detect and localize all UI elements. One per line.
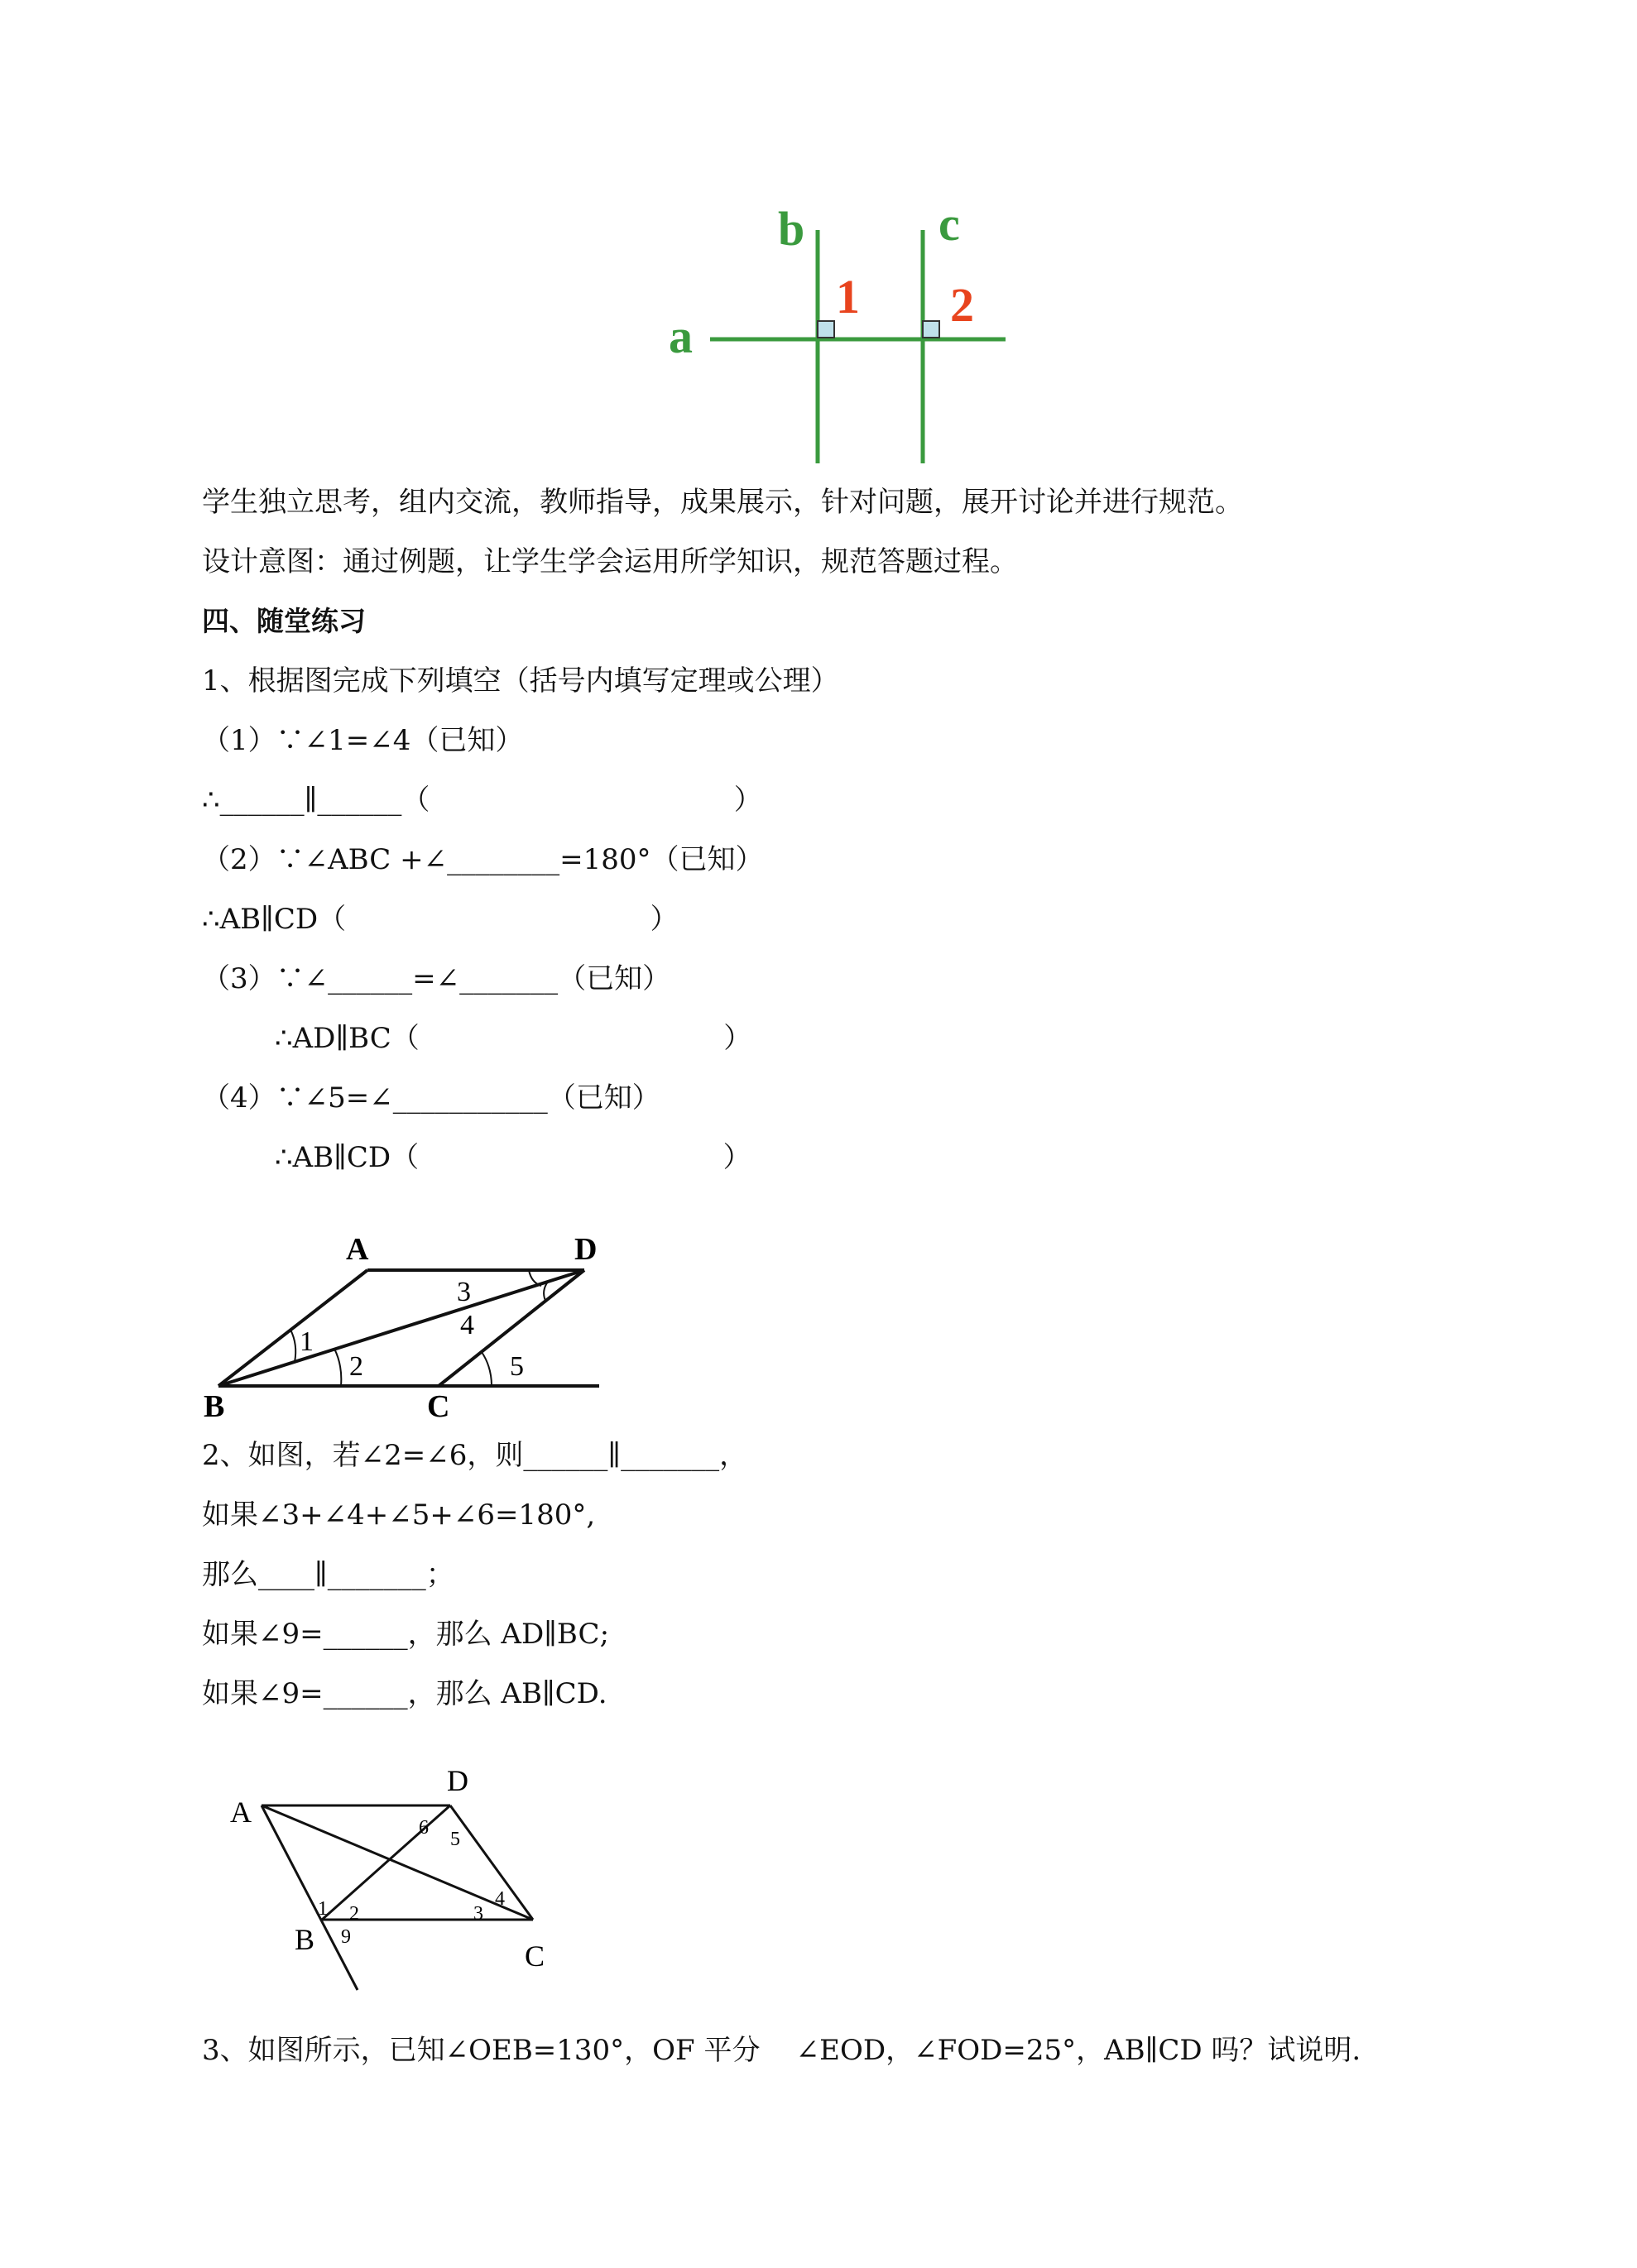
angle-5: 5 (510, 1351, 524, 1382)
angle-1: 1 (300, 1326, 314, 1357)
arc-angle-2 (334, 1349, 341, 1386)
angle-6: 6 (419, 1817, 429, 1839)
q1-part4-conclusion: ∴AB∥CD（ ） (275, 1141, 751, 1174)
vertex-c: C (427, 1389, 450, 1423)
angle-4: 4 (460, 1310, 474, 1340)
angle-3: 3 (457, 1277, 471, 1307)
vertex-c: C (525, 1940, 545, 1973)
right-angle-mark-2 (923, 321, 939, 338)
figure-parallelogram-1 (202, 1216, 616, 1423)
arc-angle-1 (290, 1330, 295, 1362)
text-line-design-intent: 设计意图：通过例题，让学生学会运用所学知识，规范答题过程。 (202, 545, 1018, 578)
arc-angle-5 (482, 1352, 492, 1386)
angle-4: 4 (495, 1888, 505, 1910)
q2-line-3: 那么____∥_______； (202, 1558, 454, 1591)
vertex-a: A (230, 1796, 252, 1829)
vertex-a: A (346, 1232, 369, 1267)
angle-9: 9 (341, 1926, 351, 1948)
diagonal-bd (322, 1805, 450, 1920)
q1-part2-conclusion: ∴AB∥CD（ ） (202, 903, 679, 936)
figure-parallelogram-2 (202, 1754, 583, 1994)
label-c: c (939, 197, 960, 251)
angle-2: 2 (349, 1351, 363, 1382)
angle-2: 2 (349, 1903, 359, 1925)
vertex-d: D (574, 1232, 598, 1267)
q1-part3-conclusion: ∴AD∥BC（ ） (275, 1022, 752, 1055)
q2-line-5: 如果∠9=______，那么 AB∥CD. (202, 1677, 607, 1710)
question-3: 3、如图所示，已知∠OEB=130°，OF 平分 ∠EOD，∠FOD=25°，AB∥CD 吗？试说明. (202, 2034, 1361, 2067)
label-b: b (778, 202, 805, 256)
right-angle-mark-1 (818, 321, 834, 338)
q1-part3-given: （3）∵∠______=∠_______（已知） (202, 962, 671, 995)
question-1: 1、根据图完成下列填空（括号内填写定理或公理） (202, 664, 839, 698)
q1-part2-given: （2）∵∠ABC +∠________=180°（已知） (202, 843, 764, 876)
segment-ab-extended (262, 1805, 358, 1990)
diagonal-bd (218, 1270, 584, 1386)
angle-3: 3 (473, 1903, 483, 1925)
segment-ab (218, 1270, 367, 1386)
q2-line-4: 如果∠9=______，那么 AD∥BC; (202, 1618, 610, 1651)
q1-part1-conclusion: ∴______∥______（ ） (202, 784, 762, 817)
vertex-b: B (295, 1923, 315, 1956)
q2-line-2: 如果∠3+∠4+∠5+∠6=180°, (202, 1498, 596, 1532)
angle-5: 5 (450, 1829, 460, 1850)
figure-perpendicular-lines (654, 190, 1026, 472)
angle-label-2: 2 (950, 278, 974, 332)
question-2: 2、如图，若∠2=∠6，则______∥_______， (202, 1439, 748, 1472)
angle-label-1: 1 (836, 270, 860, 324)
vertex-d: D (447, 1764, 468, 1797)
vertex-b: B (204, 1389, 225, 1423)
q1-part4-given: （4）∵∠5=∠___________（已知） (202, 1081, 660, 1115)
label-a: a (669, 309, 693, 363)
text-line-1: 学生独立思考，组内交流，教师指导，成果展示，针对问题，展开讨论并进行规范。 (202, 486, 1243, 519)
section-heading: 四、随堂练习 (202, 605, 366, 637)
q1-part1-given: （1）∵∠1=∠4（已知） (202, 724, 524, 757)
angle-1: 1 (318, 1898, 328, 1920)
